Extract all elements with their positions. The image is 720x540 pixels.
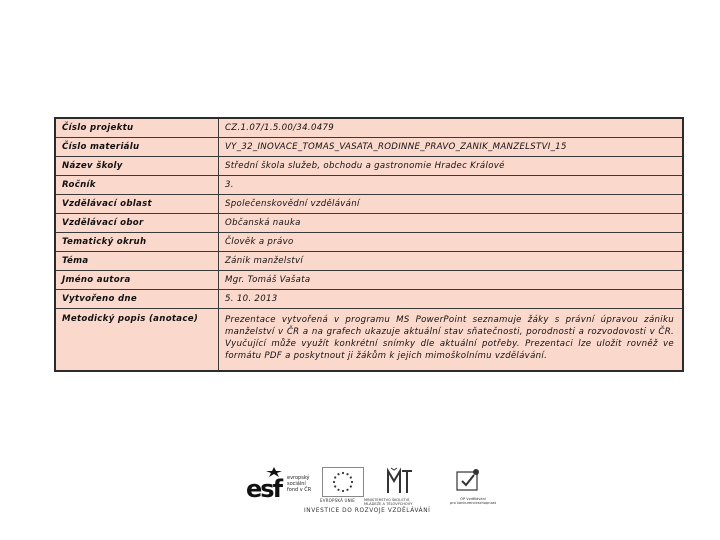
op-vk-logo [454, 467, 482, 495]
op-vk-mark-icon [454, 467, 482, 495]
project-info-table [54, 117, 684, 372]
row-value: Zánik manželství [219, 252, 684, 271]
row-value: Člověk a právo [219, 233, 684, 252]
esf-logo-caption [287, 475, 311, 493]
row-value: Prezentace vytvořená v programu MS PowerPoint seznamuje žáky s právní úpravou zániku manželství v ČR a na grafech ukazuje aktuální stav sňatečnosti, porodnosti a rozvodovosti v ČR. Vyučující může využít konkrétní snímky dle aktuální potřeby. Prezentaci lze uložit rovněž ve formátu PDF a poskytnout ji žákům k jejich mimoškolnímu vzdělávání. [219, 309, 684, 372]
row-value: VY_32_INOVACE_TOMAS_VASATA_RODINNE_PRAVO_ZANIK_MANZELSTVI_15 [219, 138, 684, 157]
row-label: Vzdělávací oblast [55, 195, 219, 214]
msmt-caption-line: MINISTERSTVO ŠKOLSTVÍ, [364, 498, 411, 502]
row-label: Téma [55, 252, 219, 271]
row-label: Číslo materiálu [55, 138, 219, 157]
row-label: Číslo projektu [55, 118, 219, 138]
eu-label: EVROPSKÁ UNIE [320, 498, 355, 503]
table-row [55, 157, 683, 176]
table-row [55, 252, 683, 271]
row-value: 5. 10. 2013 [219, 290, 684, 309]
esf-caption-line: fond v ČR [287, 487, 312, 493]
row-value: CZ.1.07/1.5.00/34.0479 [219, 118, 684, 138]
row-label: Jméno autora [55, 271, 219, 290]
esf-caption-line: evropský [287, 475, 310, 481]
table-row [55, 290, 683, 309]
row-label: Vzdělávací obor [55, 214, 219, 233]
table-row [55, 271, 683, 290]
op-caption-line: OP Vzdělávání [460, 497, 486, 501]
esf-caption-line: sociální [287, 481, 306, 487]
eu-stars-icon [323, 468, 363, 496]
row-label: Tematický okruh [55, 233, 219, 252]
row-label: Vytvořeno dne [55, 290, 219, 309]
row-value: Střední škola služeb, obchodu a gastronomie Hradec Králové [219, 157, 684, 176]
row-value: Mgr. Tomáš Vašata [219, 271, 684, 290]
row-value: Občanská nauka [219, 214, 684, 233]
msmt-caption [364, 498, 444, 507]
row-label: Metodický popis (anotace) [55, 309, 219, 372]
row-label: Název školy [55, 157, 219, 176]
table-row [55, 176, 683, 195]
table-row [55, 214, 683, 233]
eu-flag-logo [322, 467, 364, 497]
sponsor-logo-strip [240, 463, 495, 518]
table-row [55, 233, 683, 252]
msmt-caption-line: MLÁDEŽE A TĚLOVÝCHOVY [364, 502, 413, 507]
esf-logo [246, 467, 324, 503]
row-label: Ročník [55, 176, 219, 195]
row-value: Společenskovědní vzdělávání [219, 195, 684, 214]
table-row [55, 309, 683, 372]
esf-logo-text: esf [246, 475, 282, 503]
msmt-mark-icon [386, 467, 414, 497]
op-caption-line: pro konkurenceschopnost [449, 501, 497, 506]
table-row [55, 118, 683, 138]
table-row [55, 138, 683, 157]
msmt-logo [386, 467, 414, 497]
table-row [55, 195, 683, 214]
tagline: INVESTICE DO ROZVOJE VZDĚLÁVÁNÍ [304, 508, 431, 514]
op-vk-caption [448, 497, 498, 506]
row-value: 3. [219, 176, 684, 195]
